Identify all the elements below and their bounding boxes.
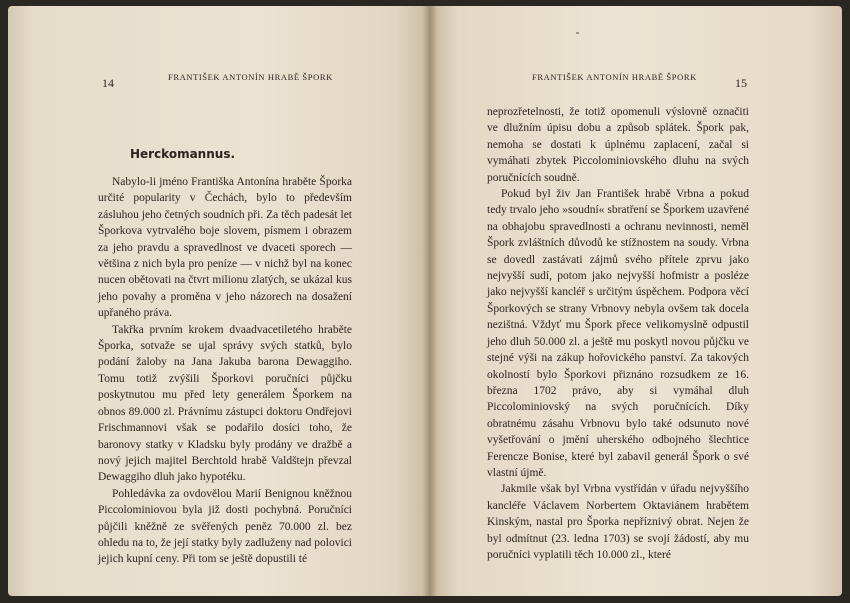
left-page-number: 14: [102, 76, 114, 90]
left-paragraph-2: Takřka prvním krokem dvaadvacetiletého hraběte Šporka, sotvaže se ujal správy svých statků, bylo podání žaloby na Jana Jakuba barona Dewaggiho. Tomu totiž zvýšili Šporkovi poručníci půjčku poskytnutou mu před lety generálem Šporkem na obnos 89.000 zl. Právnímu zástupci doktoru Ondřejovi Frischmannovi však se podařilo dosíci toho, že baronovy statky v Kladsku byly prodány ve dražbě a nový jejich majitel Berchtold hrabě Valdštejn převzal Dewaggiho dluh jako hypotéku.: [98, 323, 352, 484]
book-gutter: [422, 6, 438, 596]
open-book: [8, 6, 842, 596]
chapter-heading: Herckomannus.: [129, 147, 236, 161]
left-paragraph-1: Nabylo-li jméno Františka Antonína hraběte Šporka určité popularity v Čechách, bylo to především zásluhou jeho četných soudních při. Za těch padesát let Šporkova vytrvalého boje slovem, písmem i obrazem za jeho pravdu a spravedlnost ve dvaceti sporech — většina z nich byla pro peníze — v nichž byl na konec nucen obětovati na čtvrt milionu zlatých, se ukázal kus jeho povahy a proměna v jeho názorech na dosažení upřaného práva.: [98, 176, 352, 320]
left-page: [8, 6, 429, 596]
right-paragraph-3: Jakmile však byl Vrbna vystřídán v úřadu nejvyššího kancléře Václavem Norbertem Oktaviánem hrabětem Kinským, nastal pro Šporka nepříznivý obrat. Nejen že byl odmítnut (23. ledna 1703) se svojí žádostí, aby mu poručníci vyplatili těch 10.000 zl., které: [487, 483, 749, 561]
left-page-body: [98, 174, 352, 568]
right-page-body: [487, 104, 749, 563]
right-page-number: 15: [735, 76, 747, 90]
left-paragraph-3: Pohledávka za ovdovělou Marií Benignou kněžnou Piccolominiovou byla již dosti pochybná. Poručníci půjčili kněžně ze svěřených peněz 70.000 zl. bez ohledu na to, že její statky byly zadluženy nad polovici jejich kupní ceny. Při tom se ještě dopustili té: [98, 487, 352, 566]
right-running-head: FRANTIŠEK ANTONÍN HRABĚ ŠPORK: [532, 72, 697, 82]
paper-speck: [576, 32, 579, 34]
right-paragraph-2: Pokud byl živ Jan František hrabě Vrbna a pokud tedy trvalo jeho »soudní« sbratření se Šporkem uzavřené na obhajobu spravedlnosti a ochranu nevinnosti, neměl Špork zvláštních důvodů ke stížnostem na soudy. Vrbna se dovedl zastávati zájmů svého přítele zprvu jako nejvyšší sudí, potom jako nejvyšší hofmistr a posléze jako nejvyšší kancléř s určitým úspěchem. Podpora věcí Šporkových se strany Vrbnovy nebyla ovšem tak docela nezištná. Vždyť mu Špork přece velikomyslně odpustil jeho dluh 50.000 zl. a ještě mu poskytl novou půjčku ve stejné výši na zákup hořovického panství. Za takových okolností bylo Šporkovi přiznáno rozsudkem ze 16. března 1702 právo, aby si vymáhal dluh Piccolominiovský na svých poručnících. Díky obratnému zásahu Vrbnovu bylo také odsunuto nové vyšetřování o jmění uherského odbojného šlechtice Ferencze Bonise, které byl zabavil generál Špork o své vlastní újmě.: [487, 188, 749, 479]
right-paragraph-1: neprozřetelnosti, že totiž opomenuli výslovně označiti ve dlužním úpisu dobu a způsob splátek. Špork pak, nemoha se dostati k úplnému zaplacení, začal si vymáhati zbytek Piccolominiovského dluhu na svých poručnících soudně.: [487, 106, 749, 184]
right-page: [429, 6, 842, 596]
left-running-head: FRANTIŠEK ANTONÍN HRABĚ ŠPORK: [168, 72, 333, 82]
